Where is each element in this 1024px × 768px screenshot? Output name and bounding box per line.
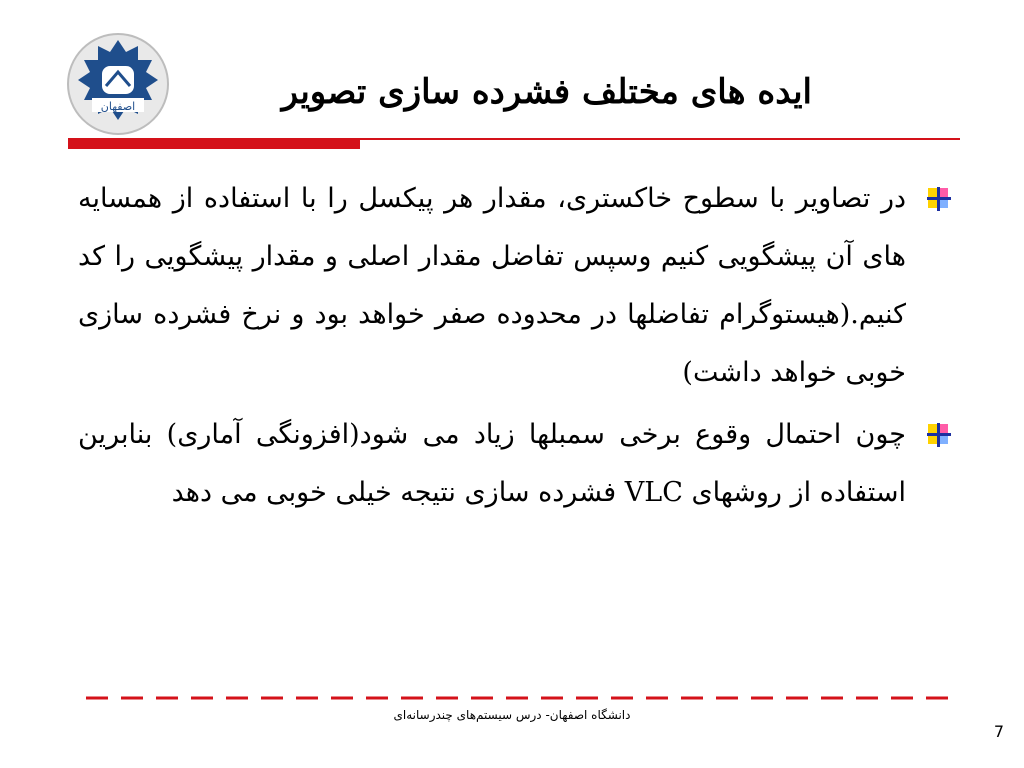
university-logo-icon (66, 32, 170, 136)
slide-title: ایده های مختلف فشرده سازی تصویر (281, 72, 812, 112)
footer-dashed-line (86, 694, 958, 702)
plus-square-bullet-icon (926, 422, 952, 448)
footer-text: دانشگاه اصفهان- درس سیستم‌های چندرسانه‌ای (393, 708, 631, 722)
plus-square-bullet-icon (926, 186, 952, 212)
bullet-text: در تصاویر با سطوح خاکستری، مقدار هر پیکسل را با استفاده از همسایه های آن پیشگویی کنیم وسپس تفاضل مقدار اصلی و مقدار پیشگویی را کد کنیم.(هیستوگرام تفاضلها در محدوده صفر خواهد بود و نرخ فشرده سازی خوبی خواهد داشت) (78, 183, 906, 388)
title-rule-thick (68, 138, 360, 149)
bullet-text: چون احتمال وقوع برخی سمبلها زیاد می شود(افزونگی آماری) بنابرین استفاده از روشهای VLC فشرده سازی نتیجه خیلی خوبی می دهد (78, 419, 906, 508)
bullet-list (78, 170, 958, 526)
logo-text: اصفهان (100, 100, 136, 113)
page-number: 7 (993, 722, 1004, 741)
bullet-item (78, 170, 958, 402)
title-rule-thin (360, 138, 960, 140)
bullet-item (78, 406, 958, 522)
